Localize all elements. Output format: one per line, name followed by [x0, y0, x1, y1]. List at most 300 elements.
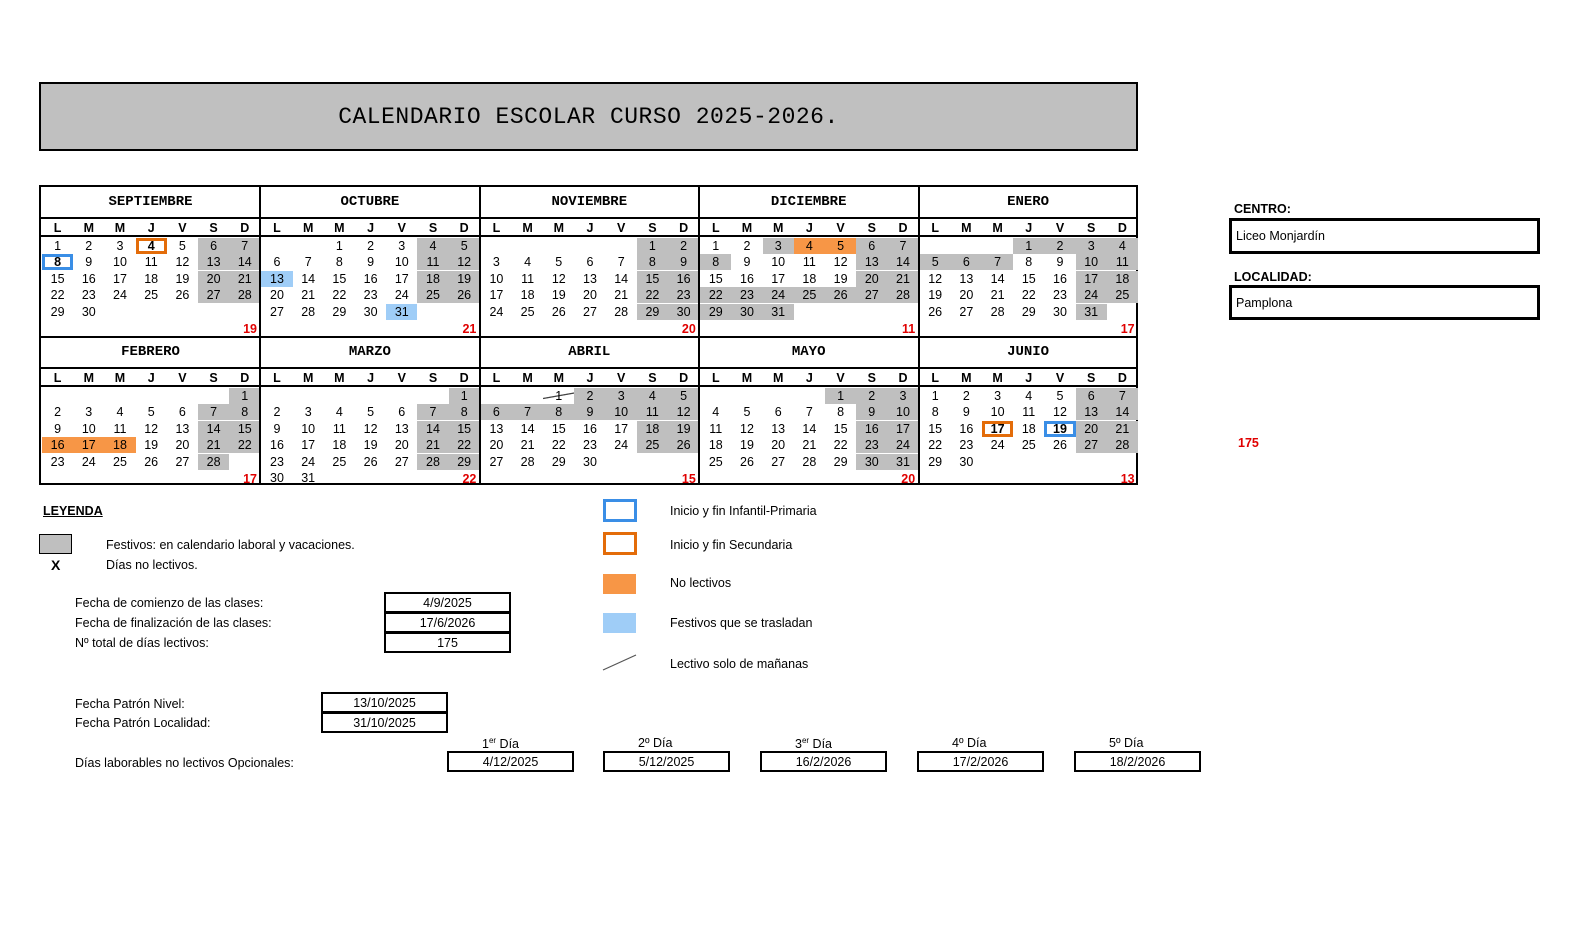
day-cell[interactable]: 25	[417, 287, 448, 303]
optional-day-value[interactable]: 4/12/2025	[447, 751, 574, 772]
day-cell[interactable]: 6	[586, 255, 594, 270]
day-cell[interactable]: 5	[367, 405, 375, 420]
centro-field[interactable]: Liceo Monjardín	[1229, 218, 1540, 254]
day-cell[interactable]: 29	[551, 454, 566, 469]
day-cell[interactable]: 14	[198, 421, 229, 437]
day-cell[interactable]: 21	[887, 271, 918, 287]
day-cell[interactable]: 17	[394, 271, 409, 286]
day-cell[interactable]: 18	[332, 438, 347, 453]
day-cell[interactable]: 8	[700, 254, 731, 270]
day-cell[interactable]: 10	[1076, 254, 1107, 270]
day-cell[interactable]: 14	[990, 271, 1005, 286]
day-cell[interactable]: 6	[856, 238, 887, 254]
day-cell[interactable]: 2	[962, 389, 970, 403]
day-cell[interactable]: 27	[1076, 437, 1107, 453]
day-cell[interactable]: 3	[492, 255, 500, 270]
day-cell[interactable]: 20	[394, 438, 409, 453]
day-cell[interactable]: 18	[417, 271, 448, 287]
day-cell[interactable]: 17	[614, 421, 629, 436]
day-cell[interactable]: 8	[1025, 255, 1033, 270]
day-cell[interactable]: 28	[301, 304, 316, 319]
day-cell[interactable]: 12	[449, 254, 480, 270]
patron-localidad-value[interactable]: 31/10/2025	[321, 712, 448, 733]
day-cell[interactable]: 17	[887, 421, 918, 437]
day-cell[interactable]: 28	[1107, 437, 1138, 453]
day-cell[interactable]: 5	[825, 238, 856, 254]
day-cell[interactable]: 4	[1025, 389, 1033, 403]
day-cell[interactable]: 10	[887, 404, 918, 420]
day-cell[interactable]: 2	[574, 388, 605, 404]
day-cell[interactable]: 29	[928, 454, 943, 469]
day-cell[interactable]: 25	[1107, 287, 1138, 303]
day-cell[interactable]: 4	[794, 238, 825, 254]
day-cell[interactable]: 12	[144, 421, 159, 436]
day-cell[interactable]: 3	[994, 389, 1002, 403]
day-cell[interactable]: 17	[489, 288, 504, 303]
day-cell[interactable]: 15	[1021, 271, 1036, 286]
day-cell[interactable]: 10	[113, 255, 127, 270]
day-cell[interactable]: 10	[489, 271, 504, 286]
day-cell[interactable]: 25	[144, 288, 159, 303]
day-cell[interactable]: 10	[606, 404, 637, 420]
day-cell[interactable]: 13	[394, 421, 409, 436]
day-cell[interactable]: 28	[198, 454, 229, 470]
localidad-field[interactable]: Pamplona	[1229, 285, 1540, 320]
day-cell[interactable]: 1	[229, 388, 260, 404]
day-cell[interactable]: 4	[136, 238, 167, 254]
day-cell[interactable]: 7	[417, 404, 448, 420]
day-cell[interactable]: 13	[856, 254, 887, 270]
day-cell[interactable]: 20	[270, 288, 284, 303]
day-cell[interactable]: 26	[740, 454, 754, 469]
day-cell[interactable]: 13	[489, 421, 504, 436]
day-cell[interactable]: 9	[367, 255, 375, 270]
day-cell[interactable]: 16	[1053, 271, 1067, 286]
day-cell[interactable]: 18	[1107, 271, 1138, 287]
day-cell[interactable]: 22	[833, 438, 848, 453]
day-cell[interactable]: 18	[802, 271, 817, 286]
day-cell[interactable]: 19	[833, 271, 848, 286]
day-cell[interactable]: 19	[1044, 421, 1075, 437]
day-cell[interactable]: 11	[802, 255, 816, 270]
day-cell[interactable]: 12	[363, 421, 378, 436]
day-cell[interactable]: 9	[85, 255, 93, 270]
day-cell[interactable]: 19	[449, 271, 480, 287]
day-cell[interactable]: 8	[42, 254, 73, 270]
day-cell[interactable]: 18	[104, 437, 135, 453]
day-cell[interactable]: 5	[1056, 389, 1064, 403]
day-cell[interactable]: 25	[794, 287, 825, 303]
day-cell[interactable]: 21	[802, 438, 817, 453]
day-cell[interactable]: 3	[887, 388, 918, 404]
day-cell[interactable]: 11	[332, 421, 346, 436]
day-cell[interactable]: 9	[574, 404, 605, 420]
day-cell[interactable]: 30	[856, 454, 887, 470]
day-cell[interactable]: 13	[771, 421, 786, 436]
day-cell[interactable]: 19	[551, 288, 566, 303]
day-cell[interactable]: 2	[743, 239, 751, 253]
day-cell[interactable]: 26	[551, 304, 566, 319]
day-cell[interactable]: 1	[931, 389, 939, 403]
day-cell[interactable]: 23	[959, 438, 974, 453]
day-cell[interactable]: 31	[887, 454, 918, 470]
day-cell[interactable]: 5	[743, 405, 751, 420]
day-cell[interactable]: 18	[1021, 421, 1036, 436]
day-cell[interactable]: 13	[959, 271, 974, 286]
day-cell[interactable]: 16	[363, 271, 378, 286]
day-cell[interactable]: 16	[740, 271, 754, 286]
day-cell[interactable]: 8	[931, 405, 939, 420]
day-cell[interactable]: 24	[113, 288, 127, 303]
day-cell[interactable]: 5	[668, 388, 699, 404]
day-cell[interactable]: 15	[229, 421, 260, 437]
day-cell[interactable]: 14	[301, 271, 316, 286]
day-cell[interactable]: 14	[887, 254, 918, 270]
day-cell[interactable]: 13	[583, 271, 597, 286]
day-cell[interactable]: 31	[763, 304, 794, 320]
fin-value[interactable]: 17/6/2026	[384, 612, 511, 633]
day-cell[interactable]: 9	[273, 421, 281, 436]
day-cell[interactable]: 20	[489, 438, 504, 453]
day-cell[interactable]: 28	[229, 287, 260, 303]
day-cell[interactable]: 28	[417, 454, 448, 470]
day-cell[interactable]: 10	[990, 405, 1005, 420]
day-cell[interactable]: 8	[543, 404, 574, 420]
day-cell[interactable]: 10	[771, 255, 786, 270]
day-cell[interactable]: 19	[668, 421, 699, 437]
day-cell[interactable]: 11	[113, 421, 127, 436]
day-cell[interactable]: 7	[617, 255, 625, 270]
day-cell[interactable]: 14	[520, 421, 535, 436]
day-cell[interactable]: 6	[951, 254, 982, 270]
day-cell[interactable]: 5	[555, 255, 563, 270]
day-cell[interactable]: 1	[637, 238, 668, 254]
day-cell[interactable]: 4	[1107, 238, 1138, 254]
day-cell[interactable]: 3	[1076, 238, 1107, 254]
day-cell[interactable]: 21	[990, 288, 1005, 303]
day-cell[interactable]: 24	[394, 288, 409, 303]
day-cell[interactable]: 27	[959, 304, 974, 319]
day-cell[interactable]: 1	[335, 239, 343, 253]
day-cell[interactable]: 2	[367, 239, 375, 253]
day-cell[interactable]: 22	[50, 288, 65, 303]
day-cell[interactable]: 7	[512, 404, 543, 420]
day-cell[interactable]: 20	[175, 438, 190, 453]
day-cell[interactable]: 1	[543, 388, 574, 404]
day-cell[interactable]: 2	[856, 388, 887, 404]
day-cell[interactable]: 19	[144, 438, 159, 453]
day-cell[interactable]: 12	[551, 271, 566, 286]
day-cell[interactable]: 21	[301, 288, 316, 303]
day-cell[interactable]: 22	[229, 437, 260, 453]
day-cell[interactable]: 6	[198, 238, 229, 254]
day-cell[interactable]: 18	[708, 438, 723, 453]
day-cell[interactable]: 23	[731, 287, 762, 303]
day-cell[interactable]: 31	[301, 471, 316, 485]
day-cell[interactable]: 6	[774, 405, 782, 420]
day-cell[interactable]: 20	[198, 271, 229, 287]
day-cell[interactable]: 12	[740, 421, 754, 436]
day-cell[interactable]: 15	[928, 421, 943, 436]
day-cell[interactable]: 25	[113, 454, 127, 469]
day-cell[interactable]: 27	[489, 454, 504, 469]
day-cell[interactable]: 26	[668, 437, 699, 453]
day-cell[interactable]: 30	[731, 304, 762, 320]
day-cell[interactable]: 20	[856, 271, 887, 287]
day-cell[interactable]: 14	[229, 254, 260, 270]
day-cell[interactable]: 29	[833, 454, 848, 469]
day-cell[interactable]: 28	[887, 287, 918, 303]
day-cell[interactable]: 22	[700, 287, 731, 303]
day-cell[interactable]: 25	[332, 454, 347, 469]
day-cell[interactable]: 26	[928, 304, 943, 319]
day-cell[interactable]: 5	[920, 254, 951, 270]
day-cell[interactable]: 26	[825, 287, 856, 303]
day-cell[interactable]: 9	[54, 421, 62, 436]
day-cell[interactable]: 25	[1021, 438, 1036, 453]
day-cell[interactable]: 13	[175, 421, 190, 436]
day-cell[interactable]: 19	[740, 438, 754, 453]
day-cell[interactable]: 17	[113, 271, 127, 286]
day-cell[interactable]: 9	[743, 255, 751, 270]
day-cell[interactable]: 11	[1107, 254, 1138, 270]
day-cell[interactable]: 11	[1022, 405, 1036, 420]
day-cell[interactable]: 3	[398, 239, 406, 253]
day-cell[interactable]: 7	[229, 238, 260, 254]
day-cell[interactable]: 24	[81, 454, 96, 469]
day-cell[interactable]: 10	[394, 255, 409, 270]
day-cell[interactable]: 26	[363, 454, 378, 469]
optional-day-value[interactable]: 16/2/2026	[760, 751, 887, 772]
day-cell[interactable]: 3	[763, 238, 794, 254]
day-cell[interactable]: 4	[335, 405, 343, 420]
day-cell[interactable]: 1	[712, 239, 720, 253]
day-cell[interactable]: 2	[273, 405, 281, 420]
day-cell[interactable]: 5	[449, 238, 480, 254]
day-cell[interactable]: 25	[708, 454, 723, 469]
day-cell[interactable]: 3	[304, 405, 312, 420]
day-cell[interactable]: 3	[116, 239, 124, 253]
day-cell[interactable]: 24	[763, 287, 794, 303]
day-cell[interactable]: 31	[386, 304, 417, 320]
day-cell[interactable]: 30	[363, 304, 378, 319]
day-cell[interactable]: 22	[332, 288, 347, 303]
day-cell[interactable]: 16	[856, 421, 887, 437]
day-cell[interactable]: 15	[50, 271, 65, 286]
day-cell[interactable]: 19	[363, 438, 378, 453]
day-cell[interactable]: 27	[175, 454, 190, 469]
day-cell[interactable]: 30	[1053, 304, 1067, 319]
day-cell[interactable]: 18	[144, 271, 159, 286]
day-cell[interactable]: 12	[668, 404, 699, 420]
day-cell[interactable]: 16	[959, 421, 974, 436]
day-cell[interactable]: 17	[982, 421, 1013, 437]
day-cell[interactable]: 10	[301, 421, 316, 436]
optional-day-value[interactable]: 5/12/2025	[603, 751, 730, 772]
day-cell[interactable]: 8	[837, 405, 845, 420]
day-cell[interactable]: 23	[1053, 288, 1067, 303]
day-cell[interactable]: 7	[1107, 388, 1138, 404]
day-cell[interactable]: 14	[802, 421, 817, 436]
day-cell[interactable]: 7	[887, 238, 918, 254]
day-cell[interactable]: 30	[959, 454, 974, 469]
day-cell[interactable]: 4	[524, 255, 532, 270]
day-cell[interactable]: 23	[270, 454, 284, 469]
day-cell[interactable]: 12	[928, 271, 943, 286]
day-cell[interactable]: 23	[668, 287, 699, 303]
total-value[interactable]: 175	[384, 632, 511, 653]
day-cell[interactable]: 31	[1076, 304, 1107, 320]
day-cell[interactable]: 15	[332, 271, 347, 286]
day-cell[interactable]: 29	[637, 304, 668, 320]
day-cell[interactable]: 29	[1021, 304, 1036, 319]
day-cell[interactable]: 6	[178, 405, 186, 420]
day-cell[interactable]: 13	[198, 254, 229, 270]
day-cell[interactable]: 29	[332, 304, 347, 319]
day-cell[interactable]: 8	[449, 404, 480, 420]
day-cell[interactable]: 4	[417, 238, 448, 254]
day-cell[interactable]: 16	[42, 437, 73, 453]
day-cell[interactable]: 17	[301, 438, 316, 453]
day-cell[interactable]: 27	[856, 287, 887, 303]
optional-day-value[interactable]: 18/2/2026	[1074, 751, 1201, 772]
day-cell[interactable]: 11	[521, 271, 535, 286]
day-cell[interactable]: 28	[614, 304, 629, 319]
day-cell[interactable]: 23	[81, 288, 96, 303]
day-cell[interactable]: 10	[81, 421, 96, 436]
day-cell[interactable]: 12	[175, 255, 190, 270]
day-cell[interactable]: 14	[417, 421, 448, 437]
day-cell[interactable]: 22	[1021, 288, 1036, 303]
day-cell[interactable]: 24	[614, 438, 629, 453]
day-cell[interactable]: 14	[614, 271, 629, 286]
day-cell[interactable]: 26	[1053, 438, 1067, 453]
day-cell[interactable]: 15	[449, 421, 480, 437]
day-cell[interactable]: 24	[887, 437, 918, 453]
day-cell[interactable]: 7	[304, 255, 312, 270]
day-cell[interactable]: 8	[637, 254, 668, 270]
day-cell[interactable]: 11	[637, 404, 668, 420]
day-cell[interactable]: 21	[229, 271, 260, 287]
day-cell[interactable]: 4	[116, 405, 124, 420]
day-cell[interactable]: 30	[270, 471, 284, 485]
day-cell[interactable]: 28	[990, 304, 1005, 319]
day-cell[interactable]: 19	[928, 288, 943, 303]
day-cell[interactable]: 24	[1076, 287, 1107, 303]
day-cell[interactable]: 12	[833, 255, 848, 270]
day-cell[interactable]: 14	[1107, 404, 1138, 420]
day-cell[interactable]: 26	[144, 454, 159, 469]
day-cell[interactable]: 17	[73, 437, 104, 453]
day-cell[interactable]: 16	[583, 421, 597, 436]
day-cell[interactable]: 22	[637, 287, 668, 303]
day-cell[interactable]: 20	[583, 288, 597, 303]
day-cell[interactable]: 1	[54, 239, 62, 253]
day-cell[interactable]: 23	[363, 288, 378, 303]
day-cell[interactable]: 23	[583, 438, 597, 453]
day-cell[interactable]: 16	[270, 438, 284, 453]
day-cell[interactable]: 30	[81, 304, 96, 319]
day-cell[interactable]: 1	[449, 388, 480, 404]
day-cell[interactable]: 29	[50, 304, 65, 319]
day-cell[interactable]: 24	[489, 304, 504, 319]
day-cell[interactable]: 20	[959, 288, 974, 303]
day-cell[interactable]: 5	[147, 405, 155, 420]
day-cell[interactable]: 12	[1053, 405, 1067, 420]
day-cell[interactable]: 6	[398, 405, 406, 420]
day-cell[interactable]: 21	[417, 437, 448, 453]
day-cell[interactable]: 27	[198, 287, 229, 303]
day-cell[interactable]: 2	[668, 238, 699, 254]
day-cell[interactable]: 30	[668, 304, 699, 320]
day-cell[interactable]: 9	[856, 404, 887, 420]
day-cell[interactable]: 25	[637, 437, 668, 453]
day-cell[interactable]: 30	[583, 454, 597, 469]
day-cell[interactable]: 16	[81, 271, 96, 286]
day-cell[interactable]: 20	[1076, 421, 1107, 437]
day-cell[interactable]: 6	[273, 255, 281, 270]
day-cell[interactable]: 17	[771, 271, 786, 286]
day-cell[interactable]: 27	[270, 304, 284, 319]
day-cell[interactable]: 15	[551, 421, 566, 436]
day-cell[interactable]: 24	[990, 438, 1005, 453]
day-cell[interactable]: 29	[700, 304, 731, 320]
day-cell[interactable]: 29	[449, 454, 480, 470]
day-cell[interactable]: 21	[614, 288, 629, 303]
day-cell[interactable]: 21	[520, 438, 535, 453]
day-cell[interactable]: 8	[229, 404, 260, 420]
day-cell[interactable]: 13	[1076, 404, 1107, 420]
day-cell[interactable]: 27	[771, 454, 786, 469]
day-cell[interactable]: 28	[520, 454, 535, 469]
day-cell[interactable]: 20	[771, 438, 786, 453]
day-cell[interactable]: 27	[583, 304, 597, 319]
day-cell[interactable]: 15	[833, 421, 848, 436]
optional-day-value[interactable]: 17/2/2026	[917, 751, 1044, 772]
day-cell[interactable]: 2	[54, 405, 62, 420]
day-cell[interactable]: 15	[708, 271, 723, 286]
day-cell[interactable]: 6	[1076, 388, 1107, 404]
day-cell[interactable]: 9	[668, 254, 699, 270]
day-cell[interactable]: 22	[551, 438, 566, 453]
day-cell[interactable]: 17	[1076, 271, 1107, 287]
day-cell[interactable]: 11	[144, 255, 158, 270]
day-cell[interactable]: 26	[449, 287, 480, 303]
day-cell[interactable]: 7	[198, 404, 229, 420]
day-cell[interactable]: 21	[198, 437, 229, 453]
day-cell[interactable]: 4	[637, 388, 668, 404]
day-cell[interactable]: 24	[301, 454, 316, 469]
day-cell[interactable]: 19	[175, 271, 190, 286]
day-cell[interactable]: 18	[637, 421, 668, 437]
day-cell[interactable]: 18	[520, 288, 535, 303]
day-cell[interactable]: 5	[178, 239, 186, 253]
day-cell[interactable]: 15	[637, 271, 668, 287]
day-cell[interactable]: 27	[394, 454, 409, 469]
day-cell[interactable]: 7	[805, 405, 813, 420]
day-cell[interactable]: 23	[856, 437, 887, 453]
day-cell[interactable]: 9	[1056, 255, 1064, 270]
day-cell[interactable]: 25	[520, 304, 535, 319]
day-cell[interactable]: 2	[1044, 238, 1075, 254]
day-cell[interactable]: 16	[668, 271, 699, 287]
day-cell[interactable]: 6	[481, 404, 512, 420]
comienzo-value[interactable]: 4/9/2025	[384, 592, 511, 613]
day-cell[interactable]: 21	[1107, 421, 1138, 437]
day-cell[interactable]: 28	[802, 454, 817, 469]
day-cell[interactable]: 1	[1013, 238, 1044, 254]
day-cell[interactable]: 3	[606, 388, 637, 404]
